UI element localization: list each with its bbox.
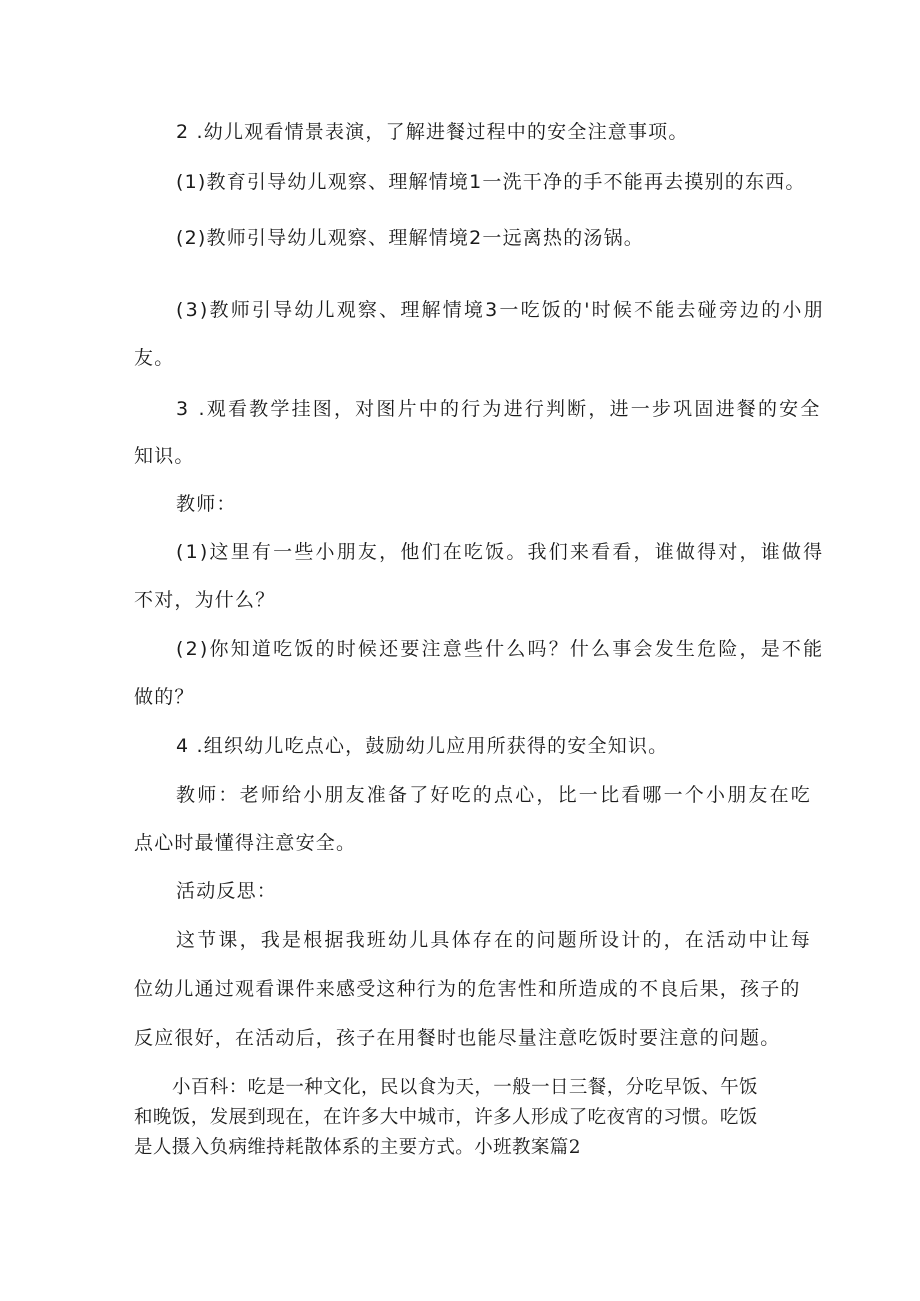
paragraph-step-4: 4 .组织幼儿吃点心，鼓励幼儿应用所获得的安全知识。 (176, 735, 669, 757)
paragraph-situation-3-cont: 友。 (134, 347, 175, 369)
teacher-snack: 教师：老师给小朋友准备了好吃的点心，比一比看哪一个小朋友在吃 (176, 784, 813, 806)
encyclopedia-line-3: 是人摄入负病维持耗散体系的主要方式。小班教案篇2 (134, 1137, 581, 1158)
paragraph-step-3-cont: 知识。 (134, 445, 195, 467)
reflection-line-3: 反应很好，在活动后，孩子在用餐时也能尽量注意吃饭时要注意的问题。 (134, 1027, 781, 1049)
paragraph-situation-1: (1)教育引导幼儿观察、理解情境1一洗干净的手不能再去摸别的东西。 (176, 171, 806, 193)
reflection-line-1: 这节课，我是根据我班幼儿具体存在的问题所设计的，在活动中让每 (176, 929, 813, 951)
teacher-snack-cont: 点心时最懂得注意安全。 (134, 832, 357, 854)
paragraph-step-2: 2 .幼儿观看情景表演，了解进餐过程中的安全注意事项。 (176, 121, 689, 143)
reflection-line-2: 位幼儿通过观看课件来感受这种行为的危害性和所造成的不良后果，孩子的 (134, 978, 801, 1000)
paragraph-situation-2: (2)教师引导幼儿观察、理解情境2一远离热的汤锅。 (176, 227, 645, 249)
reflection-heading: 活动反思： (176, 880, 278, 902)
paragraph-situation-3: (3)教师引导幼儿观察、理解情境3一吃饭的'时候不能去碰旁边的小朋 (176, 299, 825, 321)
teacher-question-1: (1)这里有一些小朋友，他们在吃饭。我们来看看，谁做得对，谁做得 (176, 541, 825, 563)
teacher-question-2: (2)你知道吃饭的时候还要注意些什么吗？什么事会发生危险，是不能 (176, 638, 825, 660)
encyclopedia-line-1: 小百科：吃是一种文化，民以食为天，一般一日三餐，分吃早饭、午饭 (172, 1077, 758, 1098)
teacher-question-1-cont: 不对，为什么？ (134, 589, 276, 611)
paragraph-step-3: 3 .观看教学挂图，对图片中的行为进行判断，进一步巩固进餐的安全 (176, 398, 822, 420)
teacher-question-2-cont: 做的？ (134, 686, 195, 708)
encyclopedia-line-2: 和晚饭，发展到现在，在许多大中城市，许多人形成了吃夜宵的习惯。吃饭 (134, 1107, 758, 1128)
teacher-label: 教师： (176, 493, 237, 515)
